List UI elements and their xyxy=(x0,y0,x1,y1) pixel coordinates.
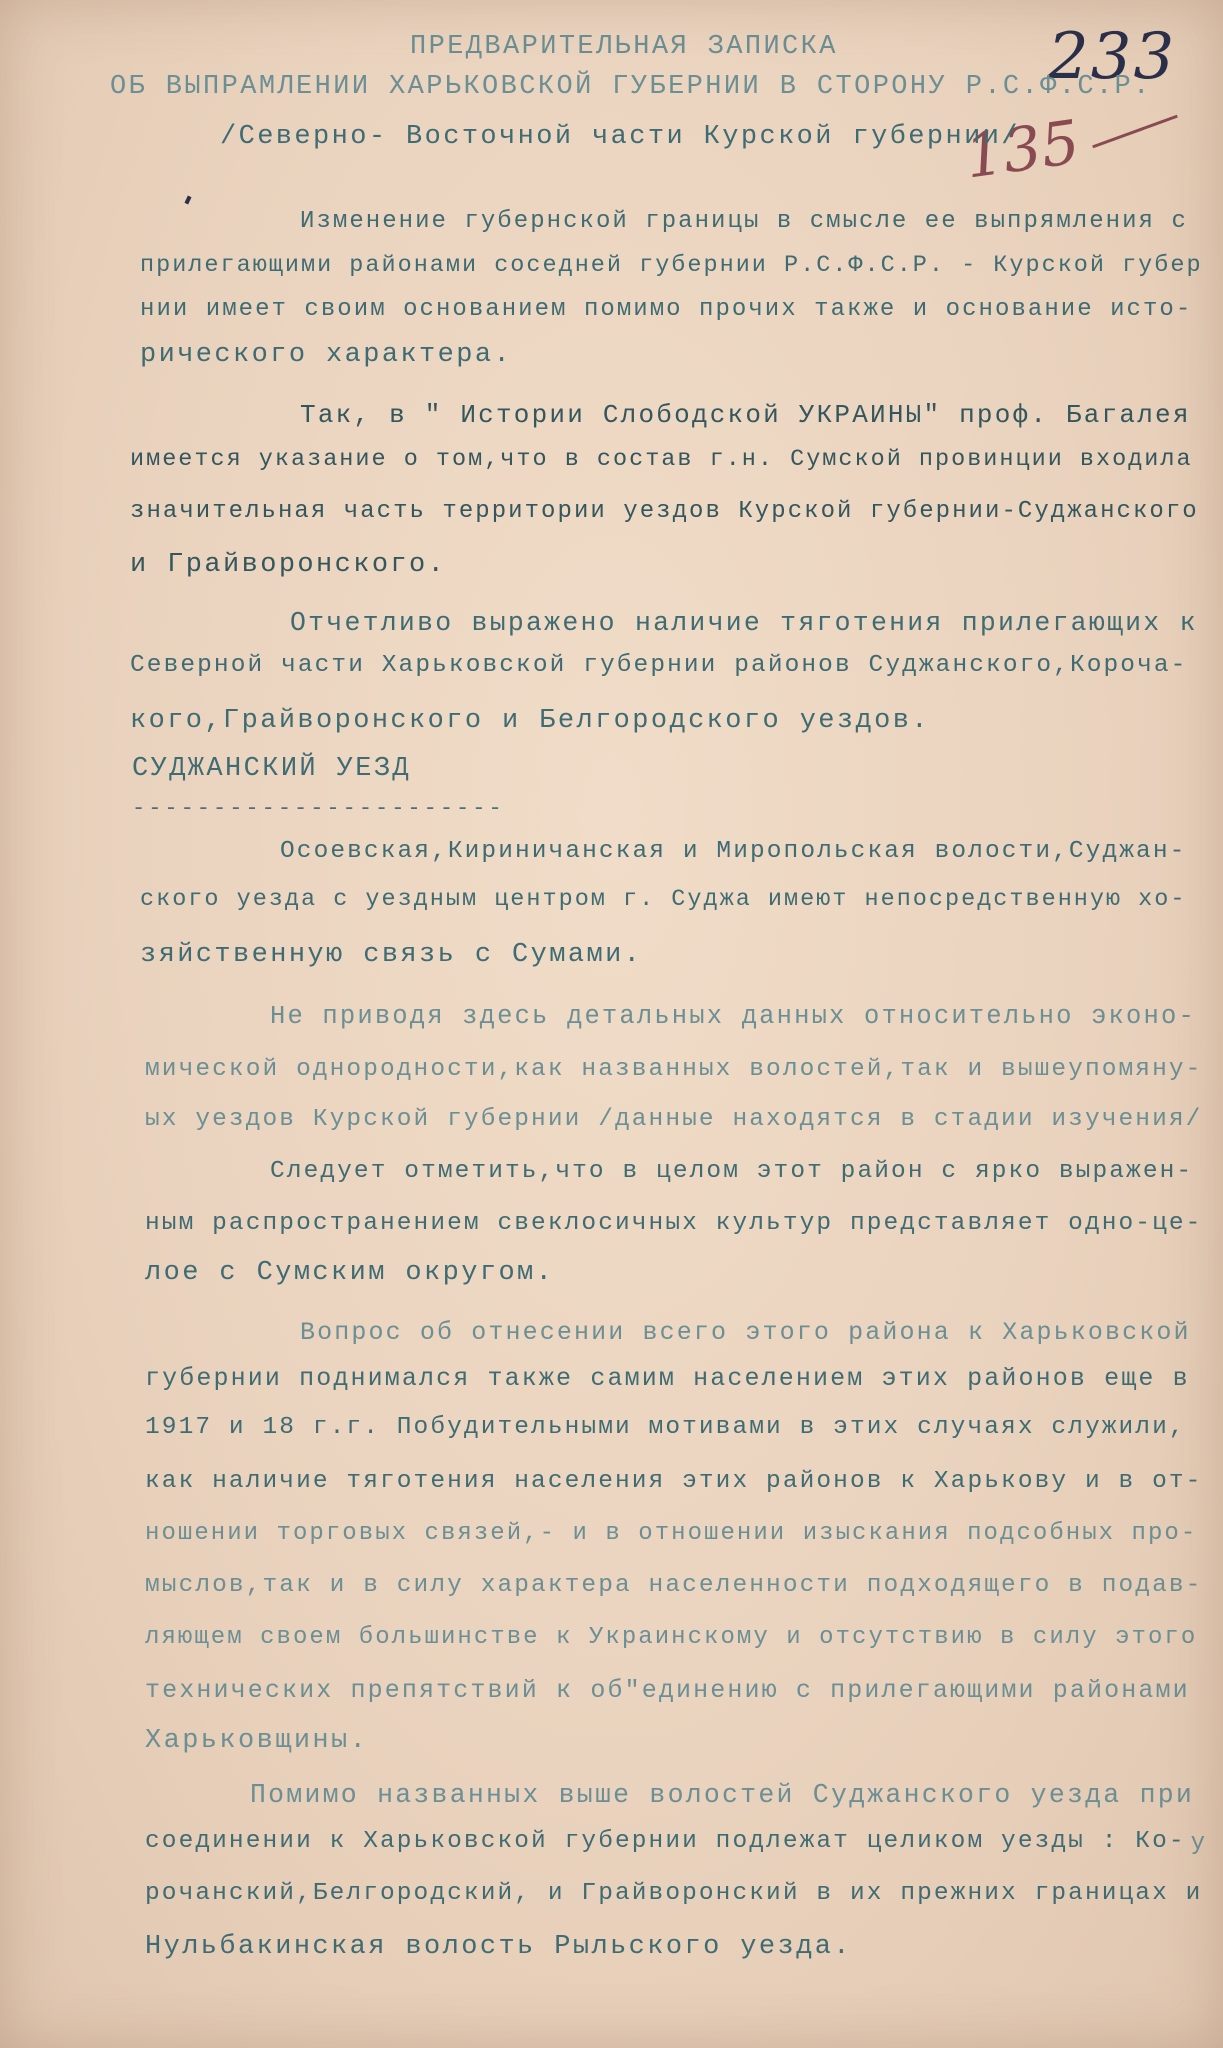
p7-line-8: технических препятствий к об"единению с прилегающими районами xyxy=(145,1676,1190,1705)
p7-line-4: как наличие тяготения населения этих районов к Харькову и в от- xyxy=(145,1468,1203,1495)
strike-mark xyxy=(1092,115,1178,149)
p7-line-5: ношении торговых связей,- и в отношении изыскания подсобных про- xyxy=(145,1520,1198,1547)
folio-number: 233 xyxy=(1048,20,1177,94)
p6-line-3: лое с Сумским округом. xyxy=(145,1258,555,1288)
p3-line-1: Отчетливо выражено наличие тяготения прилегающих к xyxy=(290,608,1198,638)
p7-line-1: Вопрос об отнесении всего этого района к Харьковской xyxy=(300,1318,1191,1347)
p2-line-4: и Грайворонского. xyxy=(130,550,447,580)
p3-line-2: Северной части Харьковской губернии районов Суджанского,Короча- xyxy=(130,652,1188,679)
p6-line-1: Следует отметить,что в целом этот район с ярко выражен- xyxy=(270,1158,1194,1185)
p8-line-4: Нульбакинская волость Рыльского уезда. xyxy=(145,1932,852,1962)
p7-line-2: губернии поднимался также самим населением этих районов еще в xyxy=(145,1364,1190,1393)
p8-line-3: рочанский,Белгородский, и Грайворонский в их прежних границах и xyxy=(145,1880,1203,1907)
p2-line-2: имеется указание о том,что в состав г.н. Сумской провинции входила xyxy=(130,446,1193,473)
p4-line-3: зяйственную связь с Сумами. xyxy=(140,940,643,970)
p7-line-6: мыслов,так и в силу характера населенности подходящего в подав- xyxy=(145,1572,1203,1599)
section-underline: ----------------------- xyxy=(132,796,505,821)
p5-line-2: мической однородности,как названных волостей,так и вышеупомяну- xyxy=(145,1056,1203,1083)
p2-line-3: значительная часть территории уездов Курской губернии-Суджанского xyxy=(130,498,1199,525)
title-line-2: ОБ ВЫПРАМЛЕНИИ ХАРЬКОВСКОЙ ГУБЕРНИИ В СТОРОНУ Р.С.Ф.С.Р. xyxy=(110,72,1152,102)
p7-line-7: ляющем своем большинстве к Украинскому и отсутствию в силу этого xyxy=(145,1624,1198,1651)
p8-line-1: Помимо названных выше волостей Суджанского уезда при xyxy=(250,1780,1195,1810)
p8-line-2: соединении к Харьковской губернии подлежат целиком уезды : Ко- xyxy=(145,1828,1186,1855)
old-folio-number: 135 xyxy=(960,107,1084,193)
ink-mark xyxy=(184,196,191,205)
p1-line-4: рического характера. xyxy=(140,340,513,370)
p7-line-9: Харьковщины. xyxy=(145,1726,369,1756)
p4-line-2: ского уезда с уездным центром г. Суджа имеют непосредственную хо- xyxy=(140,886,1187,913)
section-heading: СУДЖАНСКИЙ УЕЗД xyxy=(132,754,412,784)
p6-line-2: ным распространением свеклосичных культур представляет одно-це- xyxy=(145,1210,1203,1237)
p5-line-3: ых уездов Курской губернии /данные находятся в стадии изучения/ xyxy=(145,1106,1203,1133)
p5-line-1: Не приводя здесь детальных данных относительно эконо- xyxy=(270,1002,1196,1031)
title-line-3: /Северно- Восточной части Курской губернии/ xyxy=(220,122,1020,152)
p1-line-1: Изменение губернской границы в смысле ее выпрямления с xyxy=(300,208,1188,235)
margin-note: у xyxy=(1190,1830,1205,1857)
p4-line-1: Осоевская,Кириничанская и Миропольская волости,Суджан- xyxy=(280,838,1187,865)
title-line-1: ПРЕДВАРИТЕЛЬНАЯ ЗАПИСКА xyxy=(410,32,838,62)
p1-line-3: нии имеет своим основанием помимо прочих также и основание исто- xyxy=(140,296,1193,323)
p7-line-3: 1917 и 18 г.г. Побудительными мотивами в этих случаях служили, xyxy=(145,1414,1186,1441)
p2-line-1: Так, в " Истории Слободской УКРАИНЫ" проф. Багалея xyxy=(300,400,1191,430)
p3-line-3: кого,Грайворонского и Белгородского уездов. xyxy=(130,706,930,736)
p1-line-2: прилегающими районами соседней губернии Р.С.Ф.С.Р. - Курской губер xyxy=(140,252,1203,279)
